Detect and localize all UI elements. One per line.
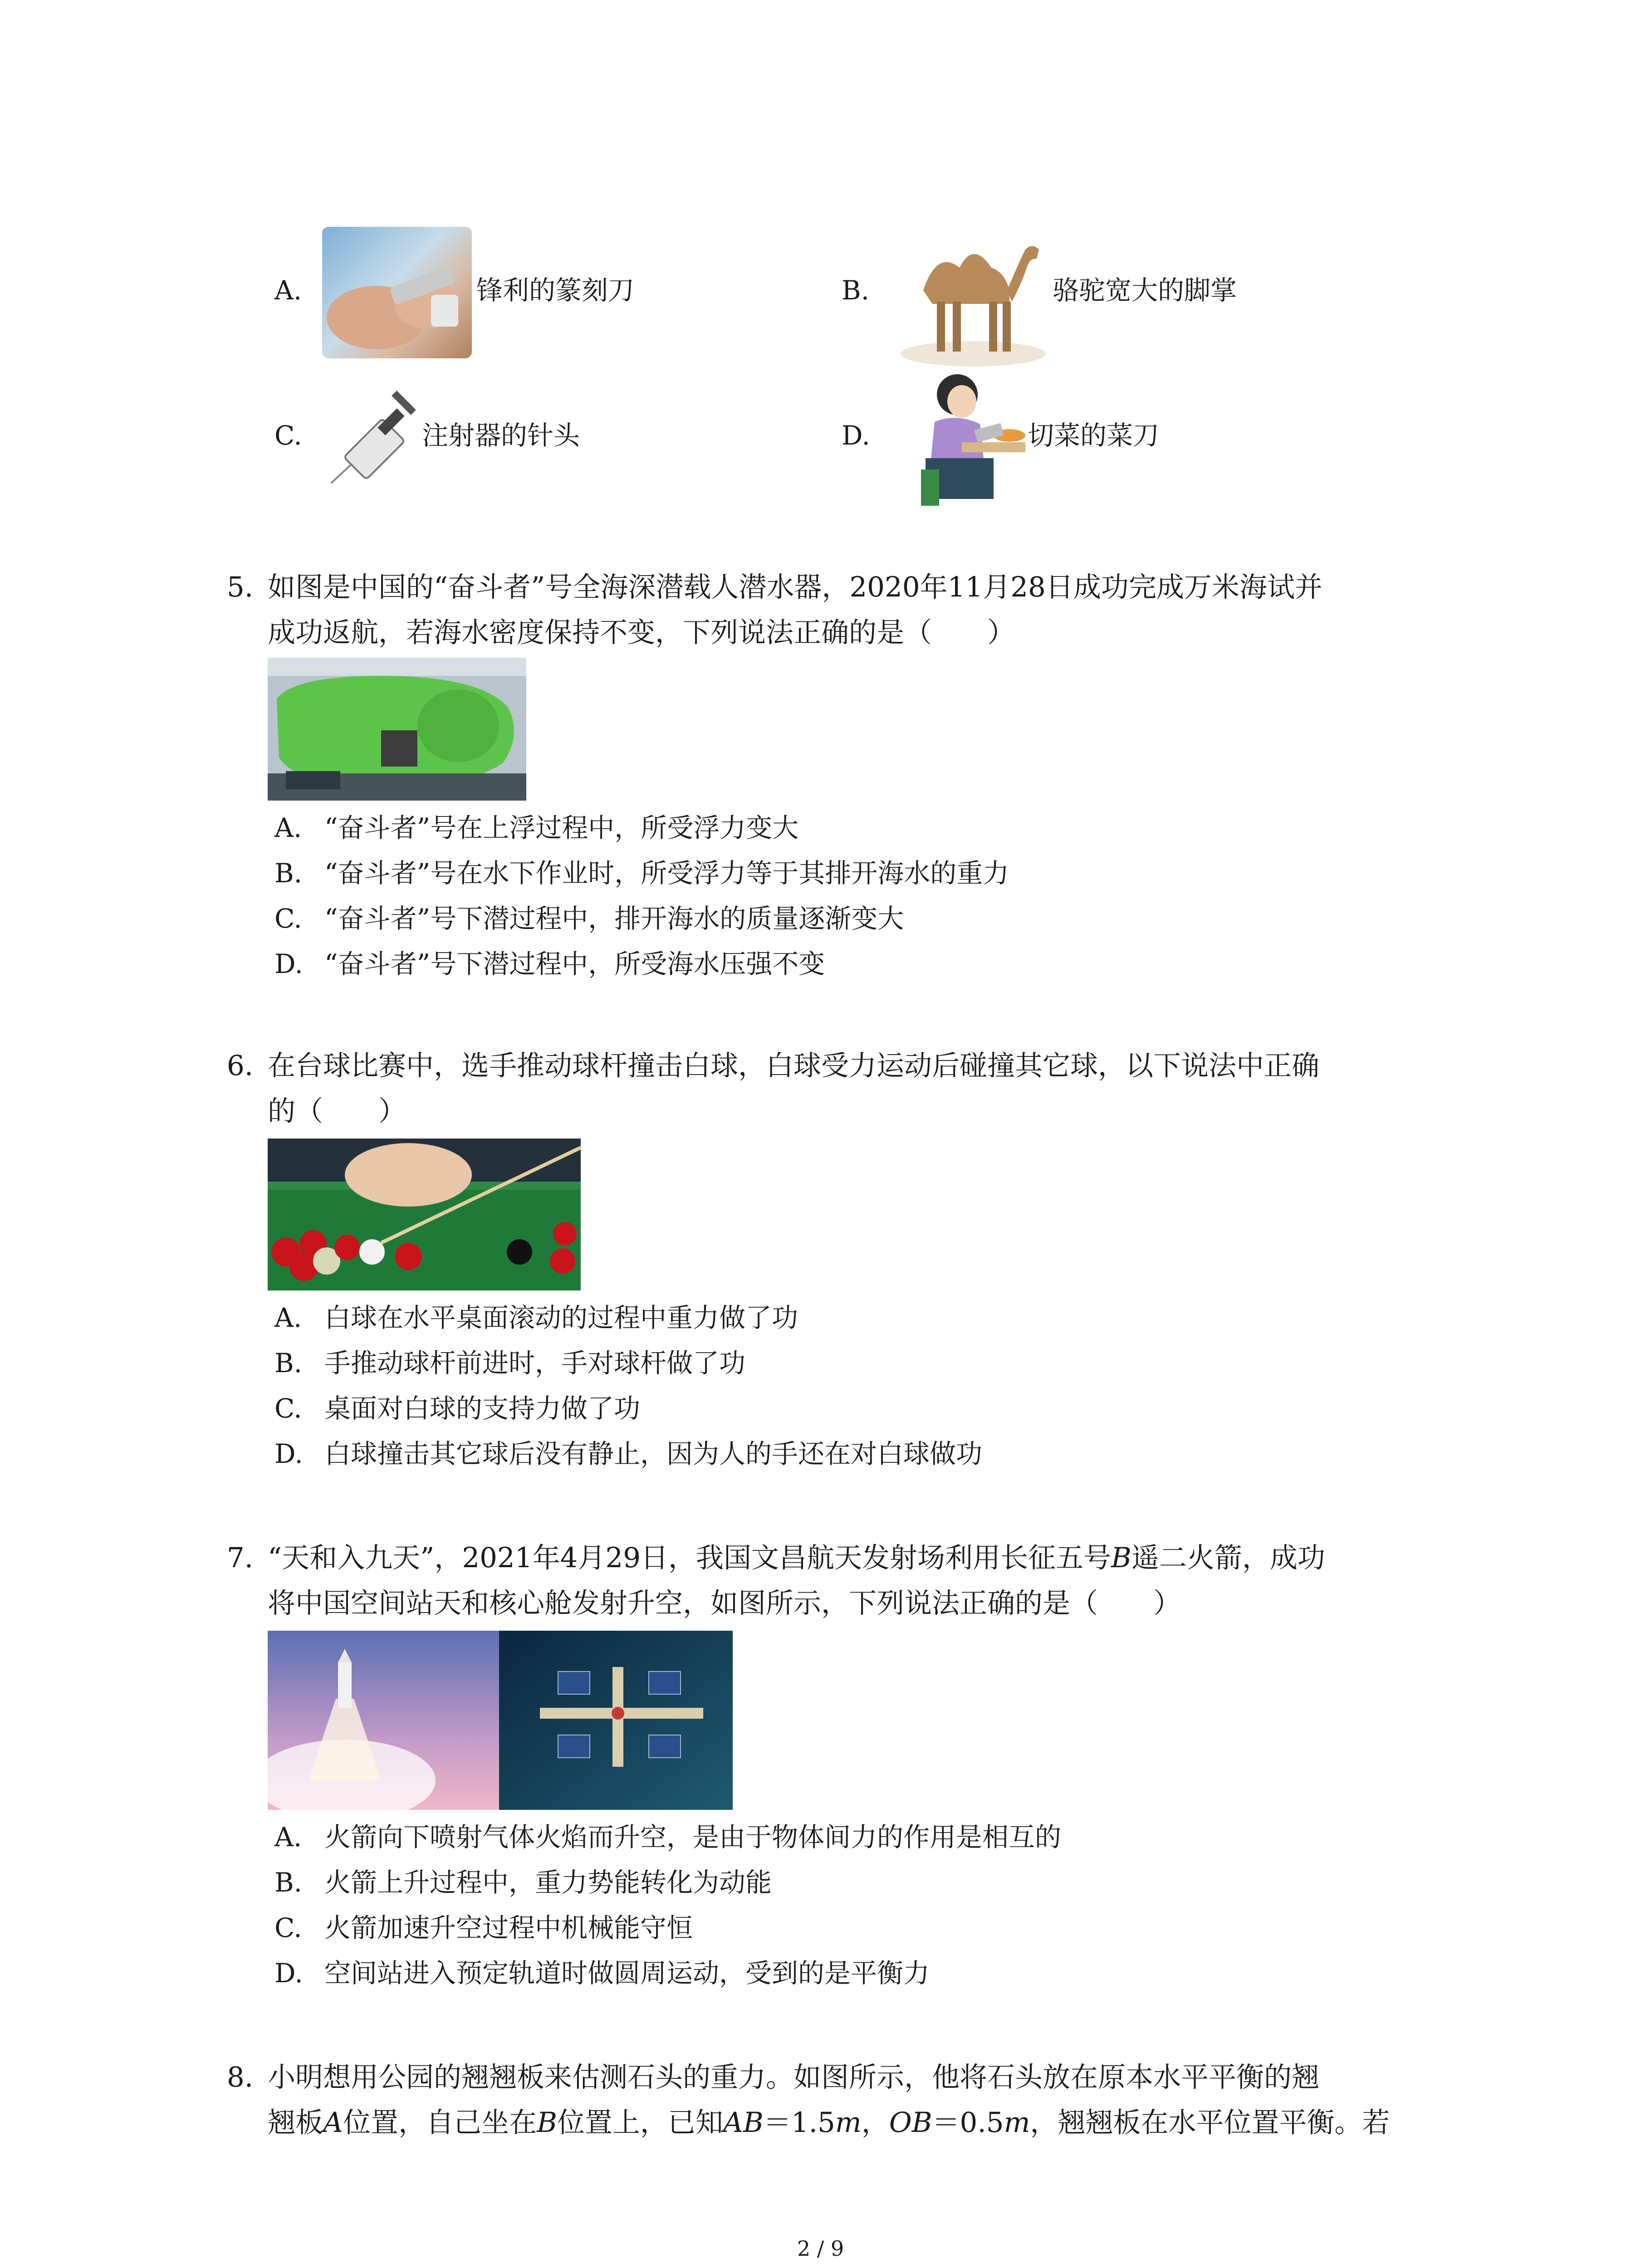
q6-option-d-letter: D. [274,1438,303,1469]
q7-option-d-letter: D. [274,1958,303,1989]
q7-option-a-text: 火箭向下喷射气体火焰而升空，是由于物体间力的作用是相互的 [324,1822,1062,1853]
q4-option-a-label: 锋利的篆刻刀 [476,275,635,306]
q5-option-b-letter: B. [274,858,303,889]
q7-rocket-variant: B [1111,1542,1132,1574]
q5-stem-line-2: 成功返航，若海水密度保持不变，下列说法正确的是（ ） [268,616,1015,649]
q8-point-b: B [537,2107,557,2139]
q7-option-c-letter: C. [274,1912,302,1943]
q8-text-seesaw: 翘板 [268,2107,323,2139]
q4-option-b-letter: B. [842,275,870,306]
q7-stem-line-1-part-a: “天和入九天”，2021年4月29日，我国文昌航天发射场利用长征五号 [268,1542,1112,1574]
q6-option-b-letter: B. [274,1348,303,1378]
q8-text-position-self: 位置，自己坐在 [343,2107,537,2139]
q7-option-a-letter: A. [274,1822,302,1853]
q8-text-balance: ，翘翘板在水平位置平衡。若 [1030,2107,1390,2139]
q8-comma: ， [861,2107,889,2139]
q6-stem-line-1: 在台球比赛中，选手推动球杆撞击白球，白球受力运动后碰撞其它球，以下说法中正确 [268,1050,1320,1082]
page-number: 2 / 9 [797,2236,844,2261]
q4-option-c-letter: C. [274,420,302,451]
q8-segment-ob: OB [889,2107,932,2139]
q5-stem-line-1: 如图是中国的“奋斗者”号全海深潜载人潜水器，2020年11月28日成功完成万米海试并 [268,571,1323,603]
q6-stem-line-2: 的（ ） [268,1095,407,1127]
q5-option-a-letter: A. [274,812,302,843]
q8-stem-line-2 [268,2100,1390,2146]
q5-option-c-letter: C. [274,903,302,934]
q8-unit-m-2: m [1004,2107,1030,2139]
submersible-photo [268,658,526,801]
q6-option-c-text: 桌面对白球的支持力做了功 [324,1393,641,1424]
q8-unit-m-1: m [835,2107,862,2139]
billiards-photo [268,1139,581,1290]
q7-option-b-text: 火箭上升过程中，重力势能转化为动能 [324,1867,772,1898]
q8-stem-line-1: 小明想用公园的翘翘板来估测石头的重力。如图所示，他将石头放在原本水平平衡的翘 [268,2061,1320,2093]
rocket-and-space-station-photo [268,1631,733,1810]
q8-ab-value: ＝1.5 [763,2107,835,2139]
q6-option-a-text: 白球在水平桌面滚动的过程中重力做了功 [324,1302,798,1333]
q4-option-a-letter: A. [274,275,302,306]
q7-option-b-letter: B. [274,1867,303,1898]
q5-option-a-text: “奋斗者”号在上浮过程中，所受浮力变大 [324,812,799,843]
q5-option-c-text: “奋斗者”号下潜过程中，排开海水的质量逐渐变大 [324,903,904,934]
q4-option-d-label: 切菜的菜刀 [1028,420,1160,451]
q8-number: 8. [227,2061,254,2093]
q7-stem-line-1 [268,1535,1325,1581]
q7-stem-line-1-part-b: 遥二火箭，成功 [1131,1542,1325,1574]
q6-option-c-letter: C. [274,1393,302,1424]
q4-option-c-label: 注射器的针头 [422,420,580,451]
q6-option-a-letter: A. [274,1302,302,1333]
q8-segment-ab: AB [723,2107,764,2139]
carving-knife-photo [322,227,472,358]
q8-text-position-known: 位置上，已知 [557,2107,723,2139]
q6-option-d-text: 白球撞击其它球后没有静止，因为人的手还在对白球做功 [324,1438,983,1469]
q5-option-d-letter: D. [274,948,303,979]
q4-option-d-letter: D. [842,420,870,451]
q6-number: 6. [227,1050,254,1082]
q4-option-b-label: 骆驼宽大的脚掌 [1053,275,1237,306]
kitchen-knife-cartoon [894,367,1030,508]
q7-stem-line-2: 将中国空间站天和核心舱发射升空，如图所示，下列说法正确的是（ ） [268,1587,1181,1619]
q6-option-b-text: 手推动球杆前进时，手对球杆做了功 [324,1348,746,1378]
q5-number: 5. [227,571,254,603]
q7-option-c-text: 火箭加速升空过程中机械能守恒 [324,1912,693,1943]
q8-ob-value: ＝0.5 [932,2107,1004,2139]
q7-option-d-text: 空间站进入预定轨道时做圆周运动，受到的是平衡力 [324,1958,930,1989]
q7-number: 7. [227,1542,254,1574]
q5-option-b-text: “奋斗者”号在水下作业时，所受浮力等于其排开海水的重力 [324,858,1009,889]
camel-photo [896,222,1050,367]
syringe-photo [322,390,422,490]
q8-point-a: A [323,2107,343,2139]
q5-option-d-text: “奋斗者”号下潜过程中，所受海水压强不变 [324,948,825,979]
